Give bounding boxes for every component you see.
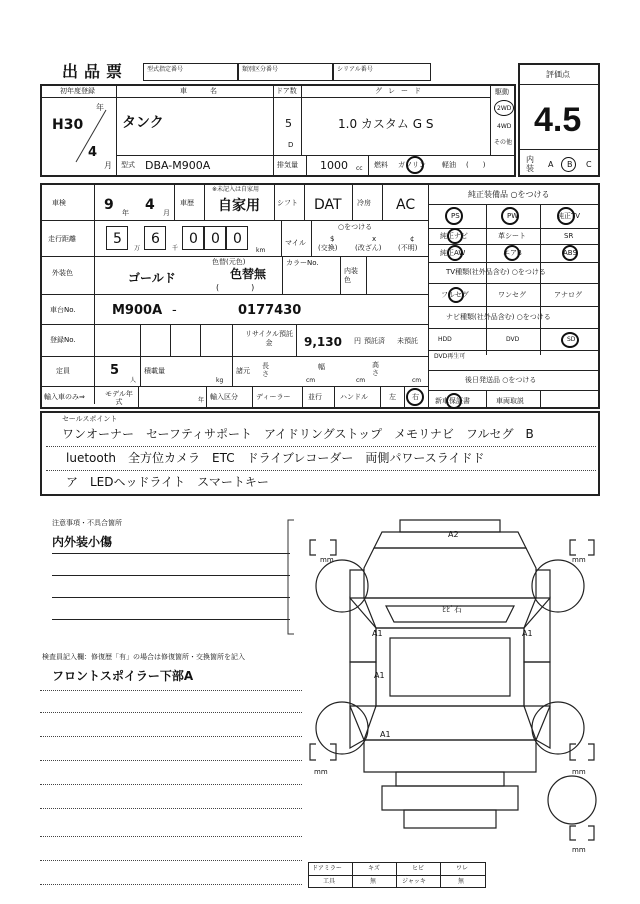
displacement: 1000 xyxy=(320,159,348,172)
svg-text:mm: mm xyxy=(314,768,328,776)
chassis-prefix: M900A xyxy=(112,303,163,318)
type-approval-box: 型式指定番号 xyxy=(143,63,238,81)
inspection-month: 4 xyxy=(145,197,155,213)
model-code: DBA-M900A xyxy=(145,159,211,172)
interior-b-circle xyxy=(561,157,576,172)
shift-type: DAT xyxy=(314,197,342,213)
svg-text:mm: mm xyxy=(320,556,334,564)
damage-a1-right: A1 xyxy=(522,629,533,638)
drive-2wd-circle xyxy=(494,100,514,116)
car-damage-diagram xyxy=(300,510,600,865)
inspector-text: フロントスポイラー下部A xyxy=(52,669,194,683)
fuel-gas-circle xyxy=(406,156,424,174)
grade-box: 評価点 4.5 内装 A B C xyxy=(518,63,600,177)
svg-text:mm: mm xyxy=(572,556,586,564)
mileage-d5: 0 xyxy=(233,231,242,247)
ac-type: AC xyxy=(396,197,416,213)
chassis-number: 0177430 xyxy=(238,303,302,318)
sales-line-1: ワンオーナー セーフティサポート アイドリングストップ メモリナビ フルセグ B xyxy=(62,427,534,441)
fullseg-circle xyxy=(448,287,464,303)
svg-text:mm: mm xyxy=(572,846,586,854)
grade-name: 1.0 カスタム G S xyxy=(338,117,434,131)
notes-text: 内外装小傷 xyxy=(52,535,113,549)
ps-circle xyxy=(445,207,463,225)
damage-a2: A2 xyxy=(448,530,459,539)
seating-capacity: 5 xyxy=(110,363,120,378)
mileage-d1: 5 xyxy=(113,231,122,247)
damage-a1-rear: A1 xyxy=(374,671,385,680)
class-number-box: 類別区分番号 xyxy=(238,63,333,81)
inspection-year: 9 xyxy=(104,197,114,213)
form-title: 出品票 xyxy=(62,62,129,81)
mileage-d4: 0 xyxy=(211,231,220,247)
grade-score: 4.5 xyxy=(534,101,582,139)
airbag-circle xyxy=(504,245,520,261)
pw-circle xyxy=(501,207,519,225)
mileage-d3: 0 xyxy=(189,231,198,247)
color-change: 色替無 xyxy=(230,267,267,281)
recycle-fee: 9,130 xyxy=(304,335,342,349)
navi-circle xyxy=(447,228,463,244)
door-count: 5 xyxy=(285,117,292,130)
manual-circle xyxy=(446,393,462,409)
exterior-color: ゴールド xyxy=(128,271,176,285)
serial-box: シリアル番号 xyxy=(333,63,431,81)
first-reg-year: H30 xyxy=(52,117,84,133)
damage-a1-left: A1 xyxy=(372,629,383,638)
sales-line-2: luetooth 全方位カメラ ETC ドライブレコーダー 両側パワースライドド xyxy=(66,451,485,465)
usage-history: 自家用 xyxy=(218,198,260,214)
aw-circle xyxy=(447,245,463,261)
sd-circle xyxy=(561,332,579,348)
abs-circle xyxy=(562,245,578,261)
handle-right-circle xyxy=(406,388,424,406)
damage-a1-wheel: A1 xyxy=(380,730,391,739)
sales-line-3: ア LEDヘッドライト スマートキー xyxy=(66,475,269,489)
damage-hibi: ﾋﾋﾞ石 xyxy=(442,605,462,614)
svg-text:mm: mm xyxy=(572,768,586,776)
mileage-d2: 6 xyxy=(151,231,160,247)
first-reg-month: 4 xyxy=(88,145,98,160)
car-name: タンク xyxy=(122,115,164,131)
tv-circle xyxy=(557,207,575,225)
